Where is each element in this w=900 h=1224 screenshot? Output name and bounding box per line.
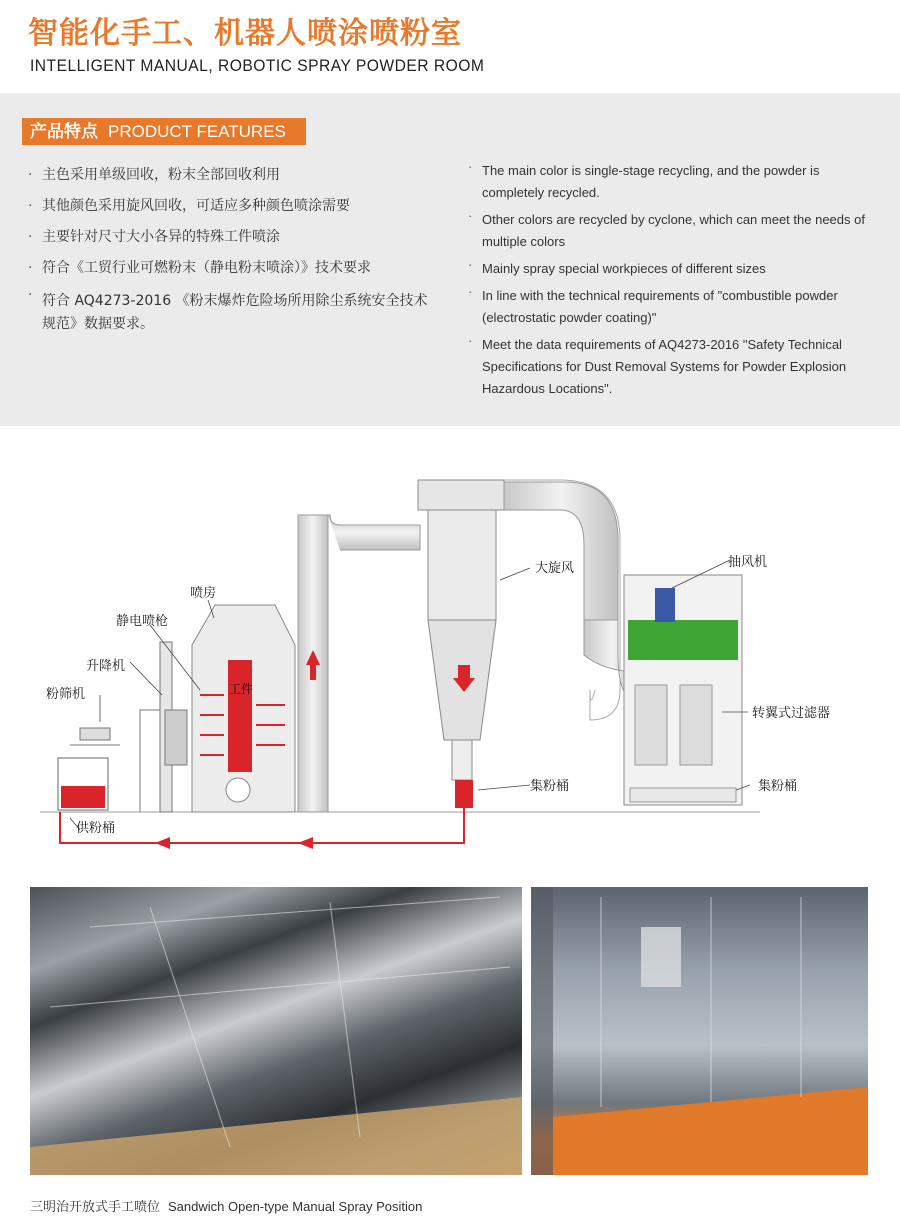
features-list-en xyxy=(466,160,866,405)
label-exhaust-fan: 抽风机 xyxy=(728,555,768,570)
label-spray-gun: 静电喷枪 xyxy=(116,614,169,629)
feature-item-cn: · 主色采用单级回收，粉末全部回收利用 xyxy=(28,160,428,191)
label-supply-bucket: 供粉桶 xyxy=(76,821,116,836)
feature-item-cn: · 符合 AQ4273-2016 《粉末爆炸危险场所用除尘系统安全技术规范》数据要求。 xyxy=(28,284,428,336)
feature-item-en: · Other colors are recycled by cyclone, which can meet the needs of multiple colors xyxy=(466,209,866,253)
page-title-cn: 智能化手工、机器人喷涂喷粉室 xyxy=(28,16,462,51)
sieve-machine xyxy=(58,728,120,810)
label-filter: 转翼式过滤器 xyxy=(752,706,831,721)
caption-en: Sandwich Open-type Manual Spray Position xyxy=(168,1199,423,1214)
caption-cn: 三明治开放式手工喷位 xyxy=(30,1199,161,1214)
photo-spray-booth-interior xyxy=(30,887,522,1175)
features-list-cn xyxy=(28,160,428,336)
feature-item-cn: · 其他颜色采用旋风回收，可适应多种颜色喷涂需要 xyxy=(28,191,428,222)
label-cyclone: 大旋风 xyxy=(535,561,575,576)
cyclone-separator xyxy=(418,480,504,808)
label-sieve: 粉筛机 xyxy=(46,687,86,702)
powder-return-line xyxy=(60,808,464,849)
label-collect-bucket-2: 集粉桶 xyxy=(758,779,798,794)
page-title-en: INTELLIGENT MANUAL, ROBOTIC SPRAY POWDER ROOM xyxy=(30,56,485,75)
label-workpiece: 工件 xyxy=(229,682,254,696)
lifter-machine xyxy=(140,642,187,812)
photo-caption xyxy=(30,1196,422,1215)
label-collect-bucket-1: 集粉桶 xyxy=(530,779,570,794)
feature-item-en: · The main color is single-stage recycling, and the powder is completely recycled. xyxy=(466,160,866,204)
label-spray-booth: 喷房 xyxy=(190,586,217,601)
connecting-duct xyxy=(328,515,420,550)
feature-item-en: · Mainly spray special workpieces of different sizes xyxy=(466,258,866,280)
feature-item-en: · In line with the technical requirements of "combustible powder (electrostatic powder coating)" xyxy=(466,285,866,329)
features-tag xyxy=(22,118,306,145)
label-lifter: 升降机 xyxy=(86,659,126,674)
features-tag-cn: 产品特点 xyxy=(30,122,98,141)
photo-spray-workshop xyxy=(531,887,868,1175)
filter-unit xyxy=(624,575,742,805)
process-diagram xyxy=(0,440,900,860)
feature-item-en: · Meet the data requirements of AQ4273-2016 "Safety Technical Specifications for Dust Removal Systems for Powder Explosion Hazardous Locations". xyxy=(466,334,866,400)
features-tag-en: PRODUCT FEATURES xyxy=(108,122,286,141)
feature-item-cn: · 符合《工贸行业可燃粉末（静电粉末喷涂）》技术要求 xyxy=(28,253,428,284)
return-duct xyxy=(504,482,618,620)
feature-item-cn: · 主要针对尺寸大小各异的特殊工件喷涂 xyxy=(28,222,428,253)
spray-booth xyxy=(192,605,295,812)
